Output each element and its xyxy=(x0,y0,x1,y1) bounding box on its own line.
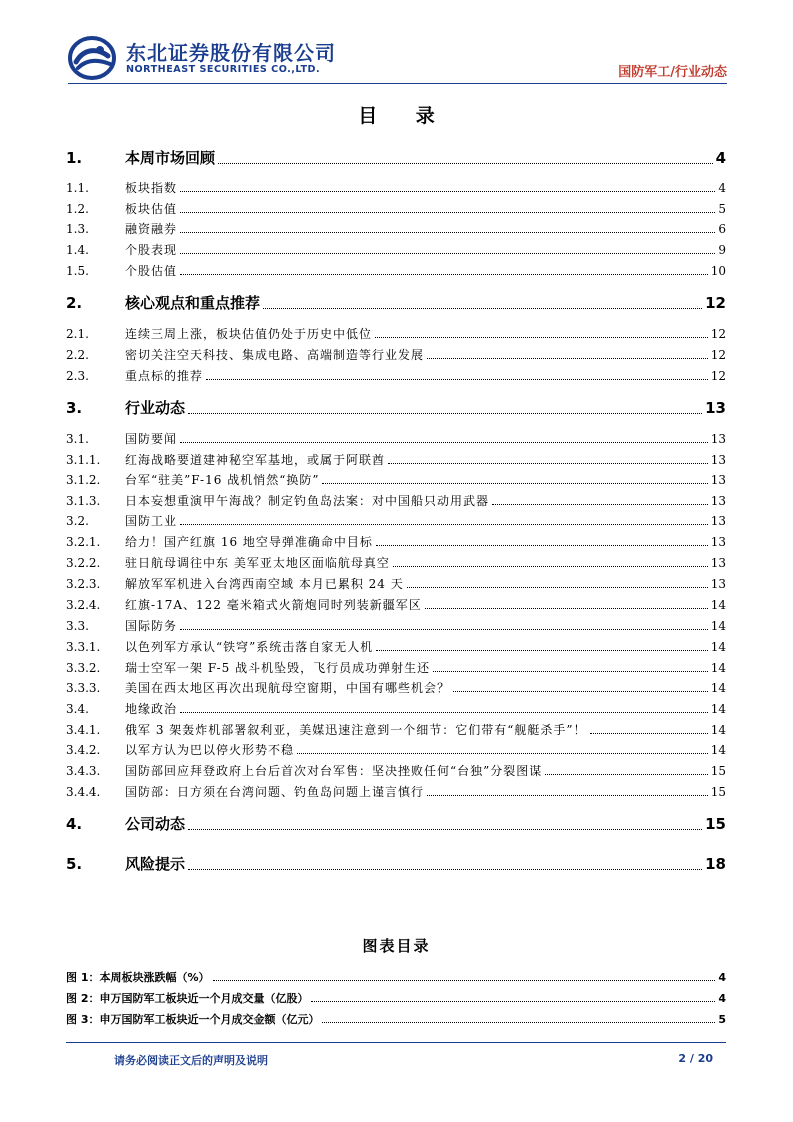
toc-leader-dots xyxy=(311,1001,715,1002)
toc-entry-label: 板块指数 xyxy=(125,181,178,195)
toc-entry-page: 6 xyxy=(718,222,726,236)
toc-entry[interactable] xyxy=(66,179,726,196)
toc-entry-number: 3.4. xyxy=(66,702,89,716)
toc-leader-dots xyxy=(188,829,702,830)
figure-entry[interactable] xyxy=(66,969,726,985)
toc-entry-number: 3.3.2. xyxy=(66,661,101,675)
toc-entry-page: 13 xyxy=(710,535,726,549)
toc-entry[interactable] xyxy=(66,575,726,592)
toc-entry[interactable] xyxy=(66,241,726,258)
toc-entry-number: 1.4. xyxy=(66,243,89,257)
toc-leader-dots xyxy=(388,463,708,464)
toc-leader-dots xyxy=(492,504,708,505)
toc-entry[interactable] xyxy=(66,200,726,217)
toc-entry-number: 3.4.1. xyxy=(66,723,101,737)
toc-entry-page: 14 xyxy=(710,619,726,633)
figure-entry-page: 4 xyxy=(718,992,726,1005)
toc-leader-dots xyxy=(433,671,708,672)
toc-entry-number: 3.2.3. xyxy=(66,577,101,591)
toc-entry-number: 1.5. xyxy=(66,264,89,278)
toc-entry-number: 3.1.2. xyxy=(66,473,101,487)
toc-entry-page: 12 xyxy=(710,327,726,341)
toc-entry-label: 红旗-17A、122 毫米箱式火箭炮同时列装新疆军区 xyxy=(125,598,422,612)
toc-entry-number: 3.4.3. xyxy=(66,764,101,778)
toc-entry-page: 14 xyxy=(710,702,726,716)
figure-entry-label: 图 3：申万国防军工板块近一个月成交金额（亿元） xyxy=(66,1013,320,1026)
toc-entry-number: 3.3.1. xyxy=(66,640,101,654)
toc-entry-page: 13 xyxy=(705,399,726,417)
toc-leader-dots xyxy=(218,163,713,164)
toc-entry-label: 公司动态 xyxy=(125,815,186,833)
toc-entry[interactable] xyxy=(66,397,726,418)
figure-entry[interactable] xyxy=(66,990,726,1006)
toc-entry-page: 14 xyxy=(710,661,726,675)
toc-entry[interactable] xyxy=(66,679,726,696)
toc-entry[interactable] xyxy=(66,533,726,550)
toc-entry-label: 台军“驻美”F-16 战机悄然“换防” xyxy=(125,473,320,487)
toc-entry-number: 3.4.4. xyxy=(66,785,101,799)
toc-entry-number: 2.2. xyxy=(66,348,89,362)
toc-entry-page: 18 xyxy=(705,855,726,873)
toc-entry-label: 红海战略要道建神秘空军基地，或属于阿联酋 xyxy=(125,453,386,467)
toc-entry-page: 14 xyxy=(710,598,726,612)
toc-entry[interactable] xyxy=(66,262,726,279)
toc-entry-page: 13 xyxy=(710,494,726,508)
toc-leader-dots xyxy=(376,650,707,651)
toc-entry-label: 板块估值 xyxy=(125,202,178,216)
toc-leader-dots xyxy=(180,712,708,713)
footer-divider xyxy=(66,1042,726,1043)
toc-entry-page: 10 xyxy=(710,264,726,278)
toc-entry-page: 14 xyxy=(710,681,726,695)
toc-entry-page: 4 xyxy=(715,149,726,167)
toc-entry[interactable] xyxy=(66,325,726,342)
toc-entry[interactable] xyxy=(66,292,726,313)
toc-entry-number: 1.3. xyxy=(66,222,89,236)
toc-leader-dots xyxy=(213,980,716,981)
toc-entry-page: 13 xyxy=(710,514,726,528)
toc-entry-page: 9 xyxy=(718,243,726,257)
toc-entry[interactable] xyxy=(66,471,726,488)
toc-entry-page: 13 xyxy=(710,577,726,591)
toc-entry-page: 13 xyxy=(710,432,726,446)
toc-entry-label: 国际防务 xyxy=(125,619,178,633)
toc-entry[interactable] xyxy=(66,512,726,529)
toc-entry-label: 以色列军方承认“铁穹”系统击落自家无人机 xyxy=(125,640,374,654)
toc-entry-page: 4 xyxy=(718,181,726,195)
toc-entry-number: 3.3.3. xyxy=(66,681,101,695)
toc-entry-label: 日本妄想重演甲午海战？制定钓鱼岛法案：对中国船只动用武器 xyxy=(125,494,490,508)
toc-entry[interactable] xyxy=(66,721,726,738)
toc-entry-page: 14 xyxy=(710,640,726,654)
toc-leader-dots xyxy=(263,308,702,309)
toc-entry-label: 瑞士空军一架 F-5 战斗机坠毁，飞行员成功弹射生还 xyxy=(125,661,431,675)
toc-leader-dots xyxy=(206,379,708,380)
toc-entry-label: 核心观点和重点推荐 xyxy=(125,294,261,312)
toc-leader-dots xyxy=(322,1022,715,1023)
toc-entry-number: 1.1. xyxy=(66,181,89,195)
page-header xyxy=(68,36,727,80)
toc-leader-dots xyxy=(188,413,702,414)
toc-entry-page: 15 xyxy=(705,815,726,833)
toc-leader-dots xyxy=(393,566,708,567)
toc-entry[interactable] xyxy=(66,700,726,717)
company-name-cn: 东北证券股份有限公司 xyxy=(126,41,336,65)
toc-entry-label: 重点标的推荐 xyxy=(125,369,204,383)
toc-entry-number: 1.2. xyxy=(66,202,89,216)
toc-entry-number: 3.4.2. xyxy=(66,743,101,757)
toc-entry-label: 美国在西太地区再次出现航母空窗期，中国有哪些机会？ xyxy=(125,681,451,695)
toc-entry-page: 14 xyxy=(710,743,726,757)
toc-entry-label: 地缘政治 xyxy=(125,702,178,716)
toc-entry-number: 4. xyxy=(66,815,83,833)
toc-leader-dots xyxy=(427,358,708,359)
toc-leader-dots xyxy=(180,232,715,233)
toc-entry-label: 个股表现 xyxy=(125,243,178,257)
toc-entry[interactable] xyxy=(66,638,726,655)
toc-entry-label: 融资融券 xyxy=(125,222,178,236)
toc-leader-dots xyxy=(407,587,708,588)
toc-entry-page: 14 xyxy=(710,723,726,737)
toc-entry[interactable] xyxy=(66,741,726,758)
toc-entry-number: 3.2.1. xyxy=(66,535,101,549)
toc-leader-dots xyxy=(322,483,707,484)
toc-entry-number: 3.2.4. xyxy=(66,598,101,612)
toc-entry[interactable] xyxy=(66,659,726,676)
toc-entry-page: 15 xyxy=(710,764,726,778)
toc-entry[interactable] xyxy=(66,451,726,468)
company-name-en: NORTHEAST SECURITIES CO.,LTD. xyxy=(126,64,321,75)
toc-entry-page: 12 xyxy=(710,369,726,383)
toc-entry-label: 本周市场回顾 xyxy=(125,149,216,167)
toc-entry-label: 连续三周上涨，板块估值仍处于历史中低位 xyxy=(125,327,373,341)
toc-entry-number: 2. xyxy=(66,294,83,312)
toc-entry-label: 国防部：日方须在台湾问题、钓鱼岛问题上谨言慎行 xyxy=(125,785,425,799)
toc-entry-number: 3. xyxy=(66,399,83,417)
toc-entry[interactable] xyxy=(66,762,726,779)
toc-entry[interactable] xyxy=(66,367,726,384)
company-logo-icon xyxy=(68,36,120,80)
toc-entry-number: 3.2. xyxy=(66,514,89,528)
toc-leader-dots xyxy=(425,608,708,609)
toc-entry[interactable] xyxy=(66,596,726,613)
toc-entry-label: 风险提示 xyxy=(125,855,186,873)
toc-title: 目 录 xyxy=(358,105,451,127)
toc-leader-dots xyxy=(180,191,715,192)
toc-entry-label: 行业动态 xyxy=(125,399,186,417)
toc-entry[interactable] xyxy=(66,492,726,509)
figure-entry-label: 图 2：申万国防军工板块近一个月成交量（亿股） xyxy=(66,992,309,1005)
toc-leader-dots xyxy=(375,337,708,338)
toc-entry-page: 13 xyxy=(710,473,726,487)
toc-entry-page: 15 xyxy=(710,785,726,799)
toc-entry-label: 俄军 3 架轰炸机部署叙利亚，美媒迅速注意到一个细节：它们带有“舰艇杀手”！ xyxy=(125,723,587,737)
toc-entry-number: 3.1.1. xyxy=(66,453,101,467)
toc-entry-label: 给力！国产红旗 16 地空导弹准确命中目标 xyxy=(125,535,373,549)
toc-entry-number: 2.1. xyxy=(66,327,89,341)
toc-leader-dots xyxy=(188,869,702,870)
figure-entry[interactable] xyxy=(66,1011,726,1027)
figures-title: 图表目录 xyxy=(362,937,431,955)
toc-entry[interactable] xyxy=(66,430,726,447)
report-type: 国防军工/行业动态 xyxy=(618,65,727,80)
toc-leader-dots xyxy=(180,253,715,254)
toc-entry[interactable] xyxy=(66,813,726,834)
toc-entry[interactable] xyxy=(66,783,726,800)
figure-entry-page: 4 xyxy=(718,971,726,984)
toc-entry-label: 驻日航母调往中东 美军亚太地区面临航母真空 xyxy=(125,556,390,570)
toc-entry-label: 密切关注空天科技、集成电路、高端制造等行业发展 xyxy=(125,348,425,362)
toc-leader-dots xyxy=(180,629,708,630)
toc-entry-label: 国防工业 xyxy=(125,514,178,528)
toc-entry[interactable] xyxy=(66,617,726,634)
toc-leader-dots xyxy=(590,733,708,734)
toc-leader-dots xyxy=(180,274,708,275)
toc-entry[interactable] xyxy=(66,220,726,237)
toc-entry-number: 5. xyxy=(66,855,83,873)
toc-leader-dots xyxy=(545,774,707,775)
toc-leader-dots xyxy=(297,753,708,754)
toc-entry-page: 12 xyxy=(710,348,726,362)
toc-entry-label: 国防部回应拜登政府上台后首次对台军售：坚决挫败任何“台独”分裂图谋 xyxy=(125,764,543,778)
footer-disclaimer: 请务必阅读正文后的声明及说明 xyxy=(114,1054,268,1067)
toc-leader-dots xyxy=(376,545,708,546)
toc-leader-dots xyxy=(180,212,715,213)
toc-leader-dots xyxy=(427,795,708,796)
toc-leader-dots xyxy=(180,442,708,443)
toc-entry-label: 个股估值 xyxy=(125,264,178,278)
page-number: 2 / 20 xyxy=(678,1052,713,1065)
figure-entry-label: 图 1：本周板块涨跌幅（%） xyxy=(66,971,210,984)
toc-entry-number: 1. xyxy=(66,149,83,167)
toc-entry-page: 5 xyxy=(718,202,726,216)
toc-entry-number: 2.3. xyxy=(66,369,89,383)
toc-entry-number: 3.2.2. xyxy=(66,556,101,570)
toc-entry-number: 3.3. xyxy=(66,619,89,633)
toc-entry[interactable] xyxy=(66,853,726,874)
toc-entry[interactable] xyxy=(66,147,726,168)
toc-entry-page: 13 xyxy=(710,453,726,467)
toc-entry-number: 3.1. xyxy=(66,432,89,446)
toc-entry-label: 以军方认为巴以停火形势不稳 xyxy=(125,743,295,757)
toc-entry-label: 解放军军机进入台湾西南空域 本月已累积 24 天 xyxy=(125,577,404,591)
header-divider xyxy=(68,83,727,84)
toc-entry-page: 13 xyxy=(710,556,726,570)
toc-entry[interactable] xyxy=(66,554,726,571)
toc-leader-dots xyxy=(180,524,708,525)
toc-entry[interactable] xyxy=(66,346,726,363)
figure-entry-page: 5 xyxy=(718,1013,726,1026)
toc-leader-dots xyxy=(453,691,708,692)
toc-entry-label: 国防要闻 xyxy=(125,432,178,446)
toc-entry-page: 12 xyxy=(705,294,726,312)
toc-entry-number: 3.1.3. xyxy=(66,494,101,508)
